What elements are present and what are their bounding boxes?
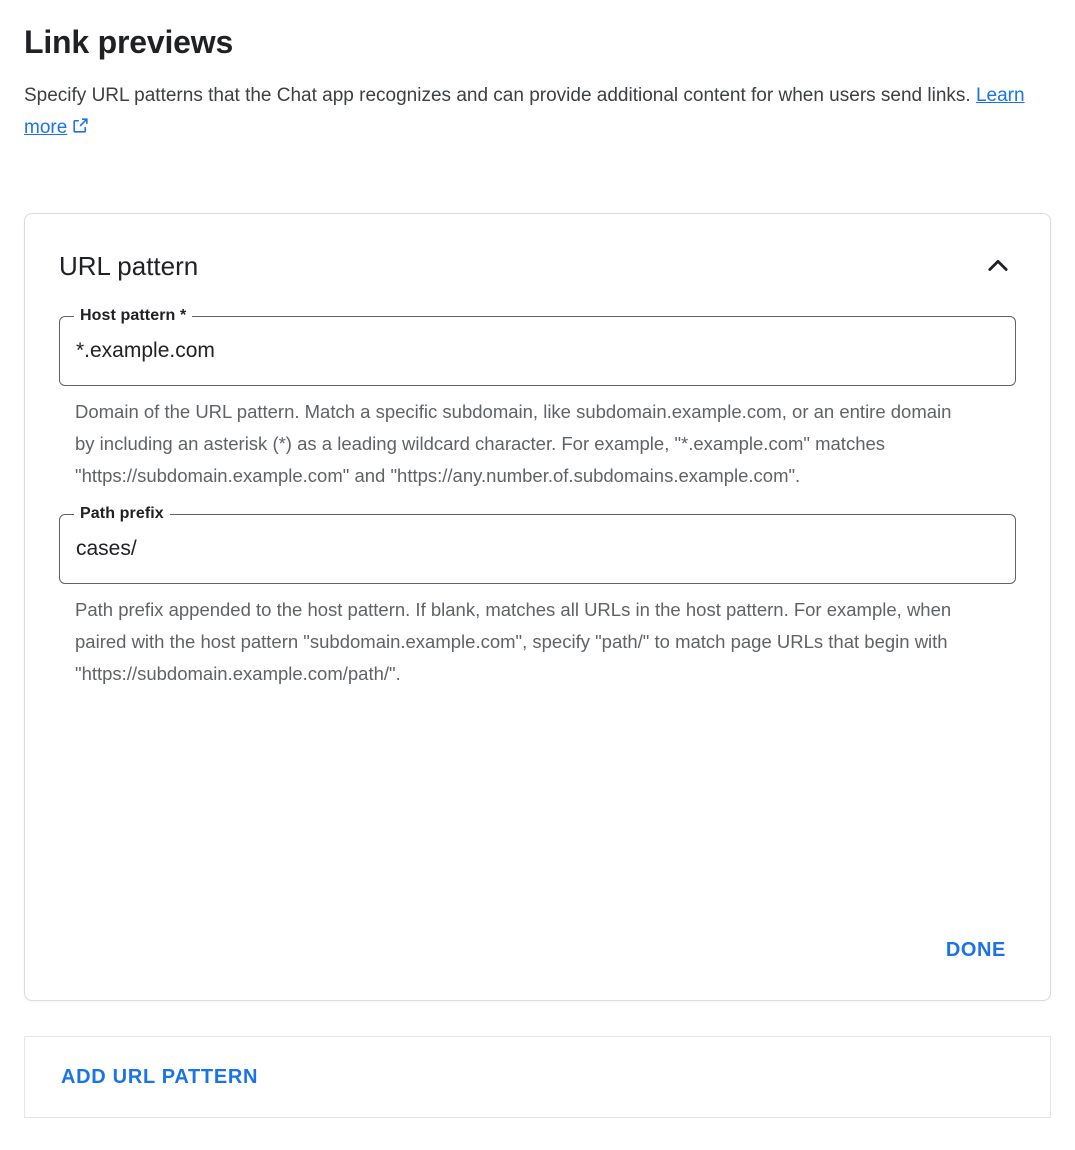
- host-pattern-field-block: [57, 307, 1018, 492]
- path-prefix-field-block: [57, 505, 1018, 690]
- card-title: URL pattern: [59, 250, 199, 281]
- card-actions: [934, 929, 1018, 972]
- open-in-new-icon[interactable]: [71, 114, 90, 146]
- path-prefix-label: Path prefix: [74, 504, 170, 524]
- add-url-pattern-button[interactable]: ADD URL PATTERN: [57, 1058, 262, 1097]
- chevron-up-icon[interactable]: [978, 246, 1018, 286]
- page-description: [24, 80, 1036, 146]
- url-pattern-card: [24, 213, 1051, 1001]
- host-pattern-helper-text: Domain of the URL pattern. Match a specific subdomain, like subdomain.example.com, or an entire domain by including an asterisk (*) as a leading wildcard character. For example, "*.example.com" matches "https://subdomain.example.com" and "https://any.number.of.subdomains.example.com".: [75, 401, 952, 486]
- path-prefix-input[interactable]: [76, 537, 999, 561]
- host-pattern-label: Host pattern *: [74, 306, 192, 326]
- host-pattern-textfield[interactable]: [59, 307, 1016, 386]
- path-prefix-textfield[interactable]: [59, 505, 1016, 584]
- url-pattern-card-header: [57, 238, 1018, 294]
- path-prefix-helper-text: Path prefix appended to the host pattern. If blank, matches all URLs in the host pattern. For example, when paired with the host pattern "subdomain.example.com", specify "path/" to match page URLs that begin with "https://subdomain.example.com/path/".: [75, 599, 952, 684]
- learn-more-link[interactable]: Learn more: [24, 85, 1025, 138]
- page-description-text: Specify URL patterns that the Chat app recognizes and can provide additional content for when users send links.: [24, 85, 976, 106]
- done-button[interactable]: DONE: [934, 929, 1018, 972]
- add-url-pattern-bar[interactable]: [24, 1036, 1051, 1118]
- page-title: Link previews: [24, 24, 234, 60]
- host-pattern-input[interactable]: [76, 339, 999, 363]
